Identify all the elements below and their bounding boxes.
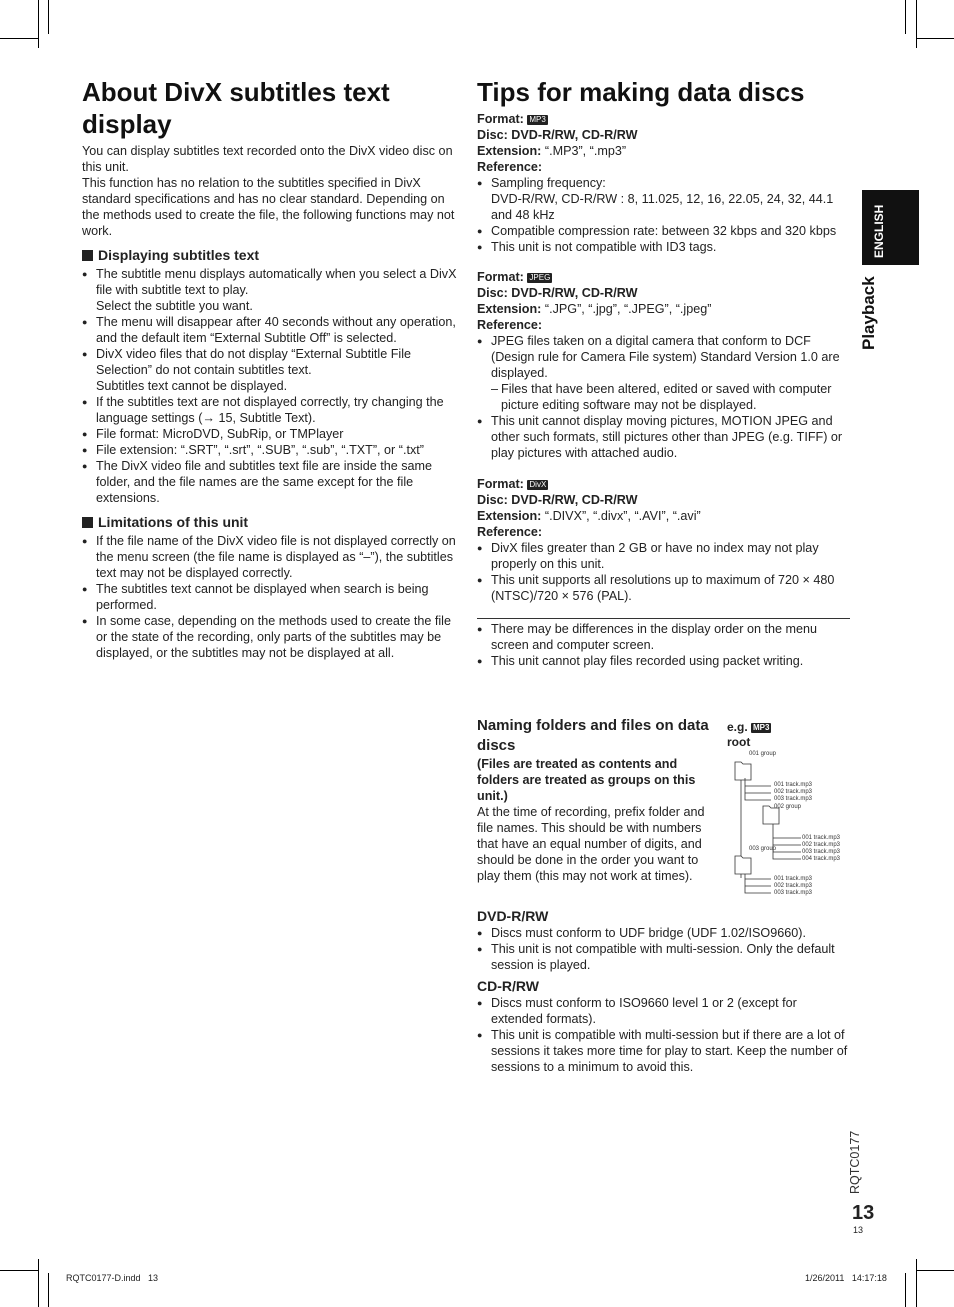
disc-requirements (477, 908, 850, 1075)
intro-paragraph-1: You can display subtitles text recorded onto the DivX video disc on this unit. (82, 144, 453, 174)
divx-tag: DivX (529, 480, 547, 489)
general-notes (477, 618, 850, 669)
tree-file-label: 003 track.mp3 (774, 890, 813, 896)
tree-file-label: 001 track.mp3 (774, 782, 813, 788)
jpeg-tag: JPEG (529, 273, 551, 282)
sub-item: – Files that have been altered, edited or saved with computer picture editing software may not be displayed. (491, 381, 850, 413)
naming-body: At the time of recording, prefix folder and file names. This should be with numbers that have an equal number of digits, and should be done in the order you want to play them (this may not work at times). (477, 805, 705, 883)
list-item: ● This unit cannot display moving pictures, MOTION JPEG and other such formats, still pictures other than JPEG (e.g. TIFF) or play pictures with attached audio. (477, 413, 850, 461)
list-item: ● There may be differences in the display order on the menu screen and computer screen. (477, 621, 850, 653)
mp3-tag: MP3 (753, 723, 770, 732)
page-number-small: 13 (853, 1225, 864, 1235)
square-bullet-icon (82, 250, 93, 261)
dvd-heading: DVD-R/RW (477, 908, 549, 924)
print-timestamp: 1/26/2011 14:17:18 (805, 1273, 887, 1283)
naming-subtitle: (Files are treated as contents and folders are treated as groups on this unit.) (477, 757, 696, 803)
cd-heading: CD-R/RW (477, 978, 539, 994)
tree-file-label: 002 track.mp3 (802, 842, 841, 848)
section-label-playback: Playback (859, 276, 878, 350)
mp3-block: Format: MP3 Disc: DVD-R/RW, CD-R/RW Extension: “.MP3”, “.mp3” Reference: ● Sampling frequency: DVD-R/RW, CD-R/RW : 8, 11.025, 12, 16, 22.05, 24, 32, 44.1 and 48 kHz ● Compatible compression rate: between 32 kbps and 320 kbps ● This unit is not compatible with ID3 tags. (477, 111, 850, 255)
language-tab (862, 190, 919, 265)
model-code: RQTC0177 (848, 1130, 862, 1194)
page-title-data-discs: Tips for making data discs (477, 77, 805, 107)
list-item: ● This unit is compatible with multi-session but if there are a lot of sessions it takes more time for play to start. Keep the number of sessions to a minimum to avoid this. (477, 1027, 850, 1075)
list-item: ● In some case, depending on the methods used to create the file or the state of the recording, only parts of the subtitles may be displayed, or the subtitles may not be displayed at all. (82, 613, 457, 661)
tree-group-label: 002 group (774, 804, 802, 810)
list-item: ● Compatible compression rate: between 32 kbps and 320 kbps (477, 223, 850, 239)
list-item: ● This unit cannot play files recorded using packet writing. (477, 653, 850, 669)
tree-file-label: 002 track.mp3 (774, 789, 813, 795)
limitations-list (82, 533, 457, 661)
square-bullet-icon (82, 517, 93, 528)
displaying-subtitles-list (82, 266, 457, 506)
list-item: ● This unit supports all resolutions up to maximum of 720 × 480 (NTSC)/720 × 576 (PAL). (477, 572, 850, 604)
jpeg-block: Format: JPEG Disc: DVD-R/RW, CD-R/RW Extension: “.JPG”, “.jpg”, “.JPEG”, “.jpeg” Reference: ● JPEG files taken on a digital camera that conform to DCF (Design rule for Camera File system) Standard Version 1.0 are displayed. – Files that have been altered, edited or saved with computer picture editing software may not be displayed. ● This unit cannot display moving pictures, MOTION JPEG and other such formats, still pictures other than JPEG (e.g. TIFF) or play pictures with attached audio. (477, 269, 850, 461)
divx-block: Format: DivX Disc: DVD-R/RW, CD-R/RW Extension: “.DIVX”, “.divx”, “.AVI”, “.avi” Reference: ● DivX files greater than 2 GB or have no index may not play properly on this unit. ● This unit supports all resolutions up to maximum of 720 × 480 (NTSC)/720 × 576 (PAL). (477, 476, 850, 604)
tree-file-label: 001 track.mp3 (802, 835, 841, 841)
tree-file-label: 003 track.mp3 (774, 796, 813, 802)
naming-section (477, 716, 712, 884)
tree-root-label: root (727, 735, 751, 749)
folder-tree-example: e.g. MP3 root 001 group 001 track.mp3 002 track.mp3 003 track.mp3 002 group 001 track.mp3 002 track.mp3 003 track.mp3 004 track.mp3 003 group 001 track.mp3 002 track.mp3 003 track.mp3 (727, 720, 852, 900)
list-item: ● Sampling frequency: DVD-R/RW, CD-R/RW : 8, 11.025, 12, 16, 22.05, 24, 32, 44.1 and 48 kHz (477, 175, 850, 223)
tree-group-label: 003 group (749, 846, 777, 852)
list-item: ● DivX files greater than 2 GB or have no index may not play properly on this unit. (477, 540, 850, 572)
list-item: ● Discs must conform to ISO9660 level 1 or 2 (except for extended formats). (477, 995, 850, 1027)
list-item: ● DivX video files that do not display “External Subtitle File Selection” do not contain subtitles text. Subtitles text cannot be displayed. (82, 346, 457, 394)
section-heading-limitations: Limitations of this unit (82, 514, 457, 531)
tree-file-label: 002 track.mp3 (774, 883, 813, 889)
list-item: ● File format: MicroDVD, SubRip, or TMPlayer (82, 426, 457, 442)
list-item: ● If the file name of the DivX video file is not displayed correctly on the menu screen (the file name is displayed as “–”), the subtitles text may not be displayed correctly. (82, 533, 457, 581)
list-item: ● The subtitle menu displays automatically when you select a DivX file with subtitle text to play. Select the subtitle you want. (82, 266, 457, 314)
list-item: ● This unit is not compatible with multi-session. Only the default session is played. (477, 941, 850, 973)
tree-file-label: 001 track.mp3 (774, 876, 813, 882)
list-item: ● This unit is not compatible with ID3 tags. (477, 239, 850, 255)
right-column (477, 76, 850, 669)
list-item: ● If the subtitles text are not displayed correctly, try changing the language settings (→ 15, Subtitle Text). (82, 394, 457, 426)
list-item: ● File extension: “.SRT”, “.srt”, “.SUB”, “.sub”, “.TXT”, or “.txt” (82, 442, 457, 458)
list-item: ● The DivX video file and subtitles text file are inside the same folder, and the file names are the same except for the file extensions. (82, 458, 457, 506)
intro-paragraph-2: This function has no relation to the subtitles specified in DivX standard specifications and has no clear standard. Depending on the methods used to create the file, the following functions may not work. (82, 176, 455, 238)
list-item: ● Discs must conform to UDF bridge (UDF 1.02/ISO9660). (477, 925, 850, 941)
section-heading-displaying: Displaying subtitles text (82, 247, 457, 264)
mp3-tag: MP3 (529, 115, 546, 124)
list-item: ● The subtitles text cannot be displayed when search is being performed. (82, 581, 457, 613)
list-item: ● The menu will disappear after 40 seconds without any operation, and the default item “External Subtitle Off” is selected. (82, 314, 457, 346)
page-number: 13 (852, 1202, 875, 1224)
left-column (82, 76, 457, 661)
naming-title: Naming folders and files on data discs (477, 717, 709, 754)
language-label: ENGLISH (872, 204, 886, 258)
page-title-divx-subtitles: About DivX subtitles text display (82, 77, 390, 139)
tree-group-label: 001 group (749, 751, 777, 757)
file-info: RQTC0177-D.indd 13 (66, 1273, 159, 1283)
tree-file-label: 003 track.mp3 (802, 849, 841, 855)
tree-file-label: 004 track.mp3 (802, 856, 841, 862)
list-item: ● JPEG files taken on a digital camera that conform to DCF (Design rule for Camera File system) Standard Version 1.0 are displayed. – Files that have been altered, edited or saved with computer picture editing software may not be displayed. (477, 333, 850, 413)
